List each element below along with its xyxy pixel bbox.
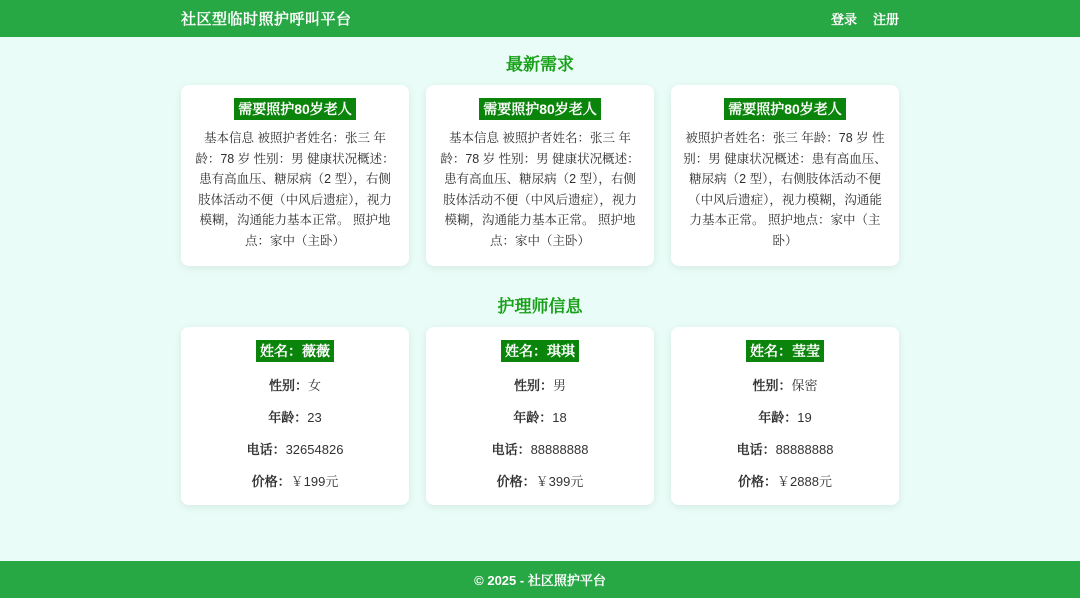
nurse-name: 姓名：莹莹: [746, 340, 824, 362]
nurse-phone-value: 88888888: [530, 442, 589, 457]
need-card-title: 需要照护80岁老人: [234, 98, 356, 120]
nurse-price-label: 价格：: [738, 474, 778, 489]
nurse-gender-value: 保密: [791, 378, 818, 393]
nurse-name: 姓名：薇薇: [256, 340, 334, 362]
nurse-gender-label: 性别：: [752, 378, 792, 393]
nurse-age: [193, 407, 397, 426]
nurses-section-title: 护理师信息: [497, 297, 583, 316]
need-card-body: 被照护者姓名：张三 年龄：78 岁 性别：男 健康状况概述：患有高血压、糖尿病（2 型），右侧肢体活动不便（中风后遗症），视力模糊，沟通能力基本正常。 照护地点：家中（主卧）: [683, 131, 887, 248]
footer-copyright: © 2025 - 社区照护平台: [474, 573, 606, 588]
nurse-price-label: 价格：: [496, 474, 536, 489]
nurse-phone-label: 电话：: [736, 442, 776, 457]
nurse-phone-label: 电话：: [246, 442, 286, 457]
app-header: [0, 0, 1080, 37]
nurse-gender: [438, 375, 642, 394]
nurse-card[interactable]: [181, 327, 409, 505]
need-card-body: 基本信息 被照护者姓名：张三 年龄：78 岁 性别：男 健康状况概述：患有高血压、糖尿病（2 型），右侧肢体活动不便（中风后遗症），视力模糊，沟通能力基本正常。 照护地点：家中（主卧）: [195, 131, 395, 248]
nurse-age-value: 23: [307, 410, 322, 425]
nurse-price-label: 价格：: [251, 474, 291, 489]
register-link[interactable]: 注册: [872, 12, 899, 27]
nurse-phone-value: 32654826: [285, 442, 344, 457]
nurse-price: [683, 471, 887, 490]
nurse-phone: [438, 439, 642, 458]
app-title: 社区型临时照护呼叫平台: [181, 11, 352, 28]
nurse-price-value: ￥2888元: [777, 474, 832, 489]
nurse-gender-value: 女: [308, 378, 322, 393]
need-card-title: 需要照护80岁老人: [479, 98, 601, 120]
nurse-price-value: ￥399元: [535, 474, 584, 489]
need-card-body: 基本信息 被照护者姓名：张三 年龄：78 岁 性别：男 健康状况概述：患有高血压、糖尿病（2 型），右侧肢体活动不便（中风后遗症），视力模糊，沟通能力基本正常。 照护地点：家中（主卧）: [440, 131, 640, 248]
login-link[interactable]: 登录: [830, 12, 857, 27]
nurse-card[interactable]: [426, 327, 654, 505]
app-footer: [0, 561, 1080, 598]
nurse-gender-value: 男: [553, 378, 567, 393]
need-card[interactable]: [181, 85, 409, 266]
header-inner: [181, 0, 899, 37]
nurse-age: [683, 407, 887, 426]
nurse-age-value: 19: [797, 410, 812, 425]
nurse-name: 姓名：琪琪: [501, 340, 579, 362]
header-nav: [831, 9, 899, 28]
nurse-price-value: ￥199元: [290, 474, 339, 489]
main-content: [181, 37, 899, 505]
nurse-age-label: 年龄：: [758, 410, 798, 425]
nurse-phone: [193, 439, 397, 458]
nurse-gender-label: 性别：: [513, 378, 553, 393]
nurse-price: [438, 471, 642, 490]
nurse-gender: [683, 375, 887, 394]
nurse-gender: [193, 375, 397, 394]
needs-card-grid: [181, 85, 899, 266]
nurse-age-label: 年龄：: [268, 410, 308, 425]
needs-section-title: 最新需求: [506, 55, 574, 74]
nurse-age-label: 年龄：: [513, 410, 553, 425]
nurse-price: [193, 471, 397, 490]
need-card[interactable]: [426, 85, 654, 266]
need-card[interactable]: [671, 85, 899, 266]
nurse-age-value: 18: [552, 410, 567, 425]
need-card-title: 需要照护80岁老人: [724, 98, 846, 120]
nurse-phone-value: 88888888: [775, 442, 834, 457]
nurse-phone-label: 电话：: [491, 442, 531, 457]
nurse-phone: [683, 439, 887, 458]
nurse-gender-label: 性别：: [268, 378, 308, 393]
nurse-age: [438, 407, 642, 426]
nurses-card-grid: [181, 327, 899, 505]
nurse-card[interactable]: [671, 327, 899, 505]
